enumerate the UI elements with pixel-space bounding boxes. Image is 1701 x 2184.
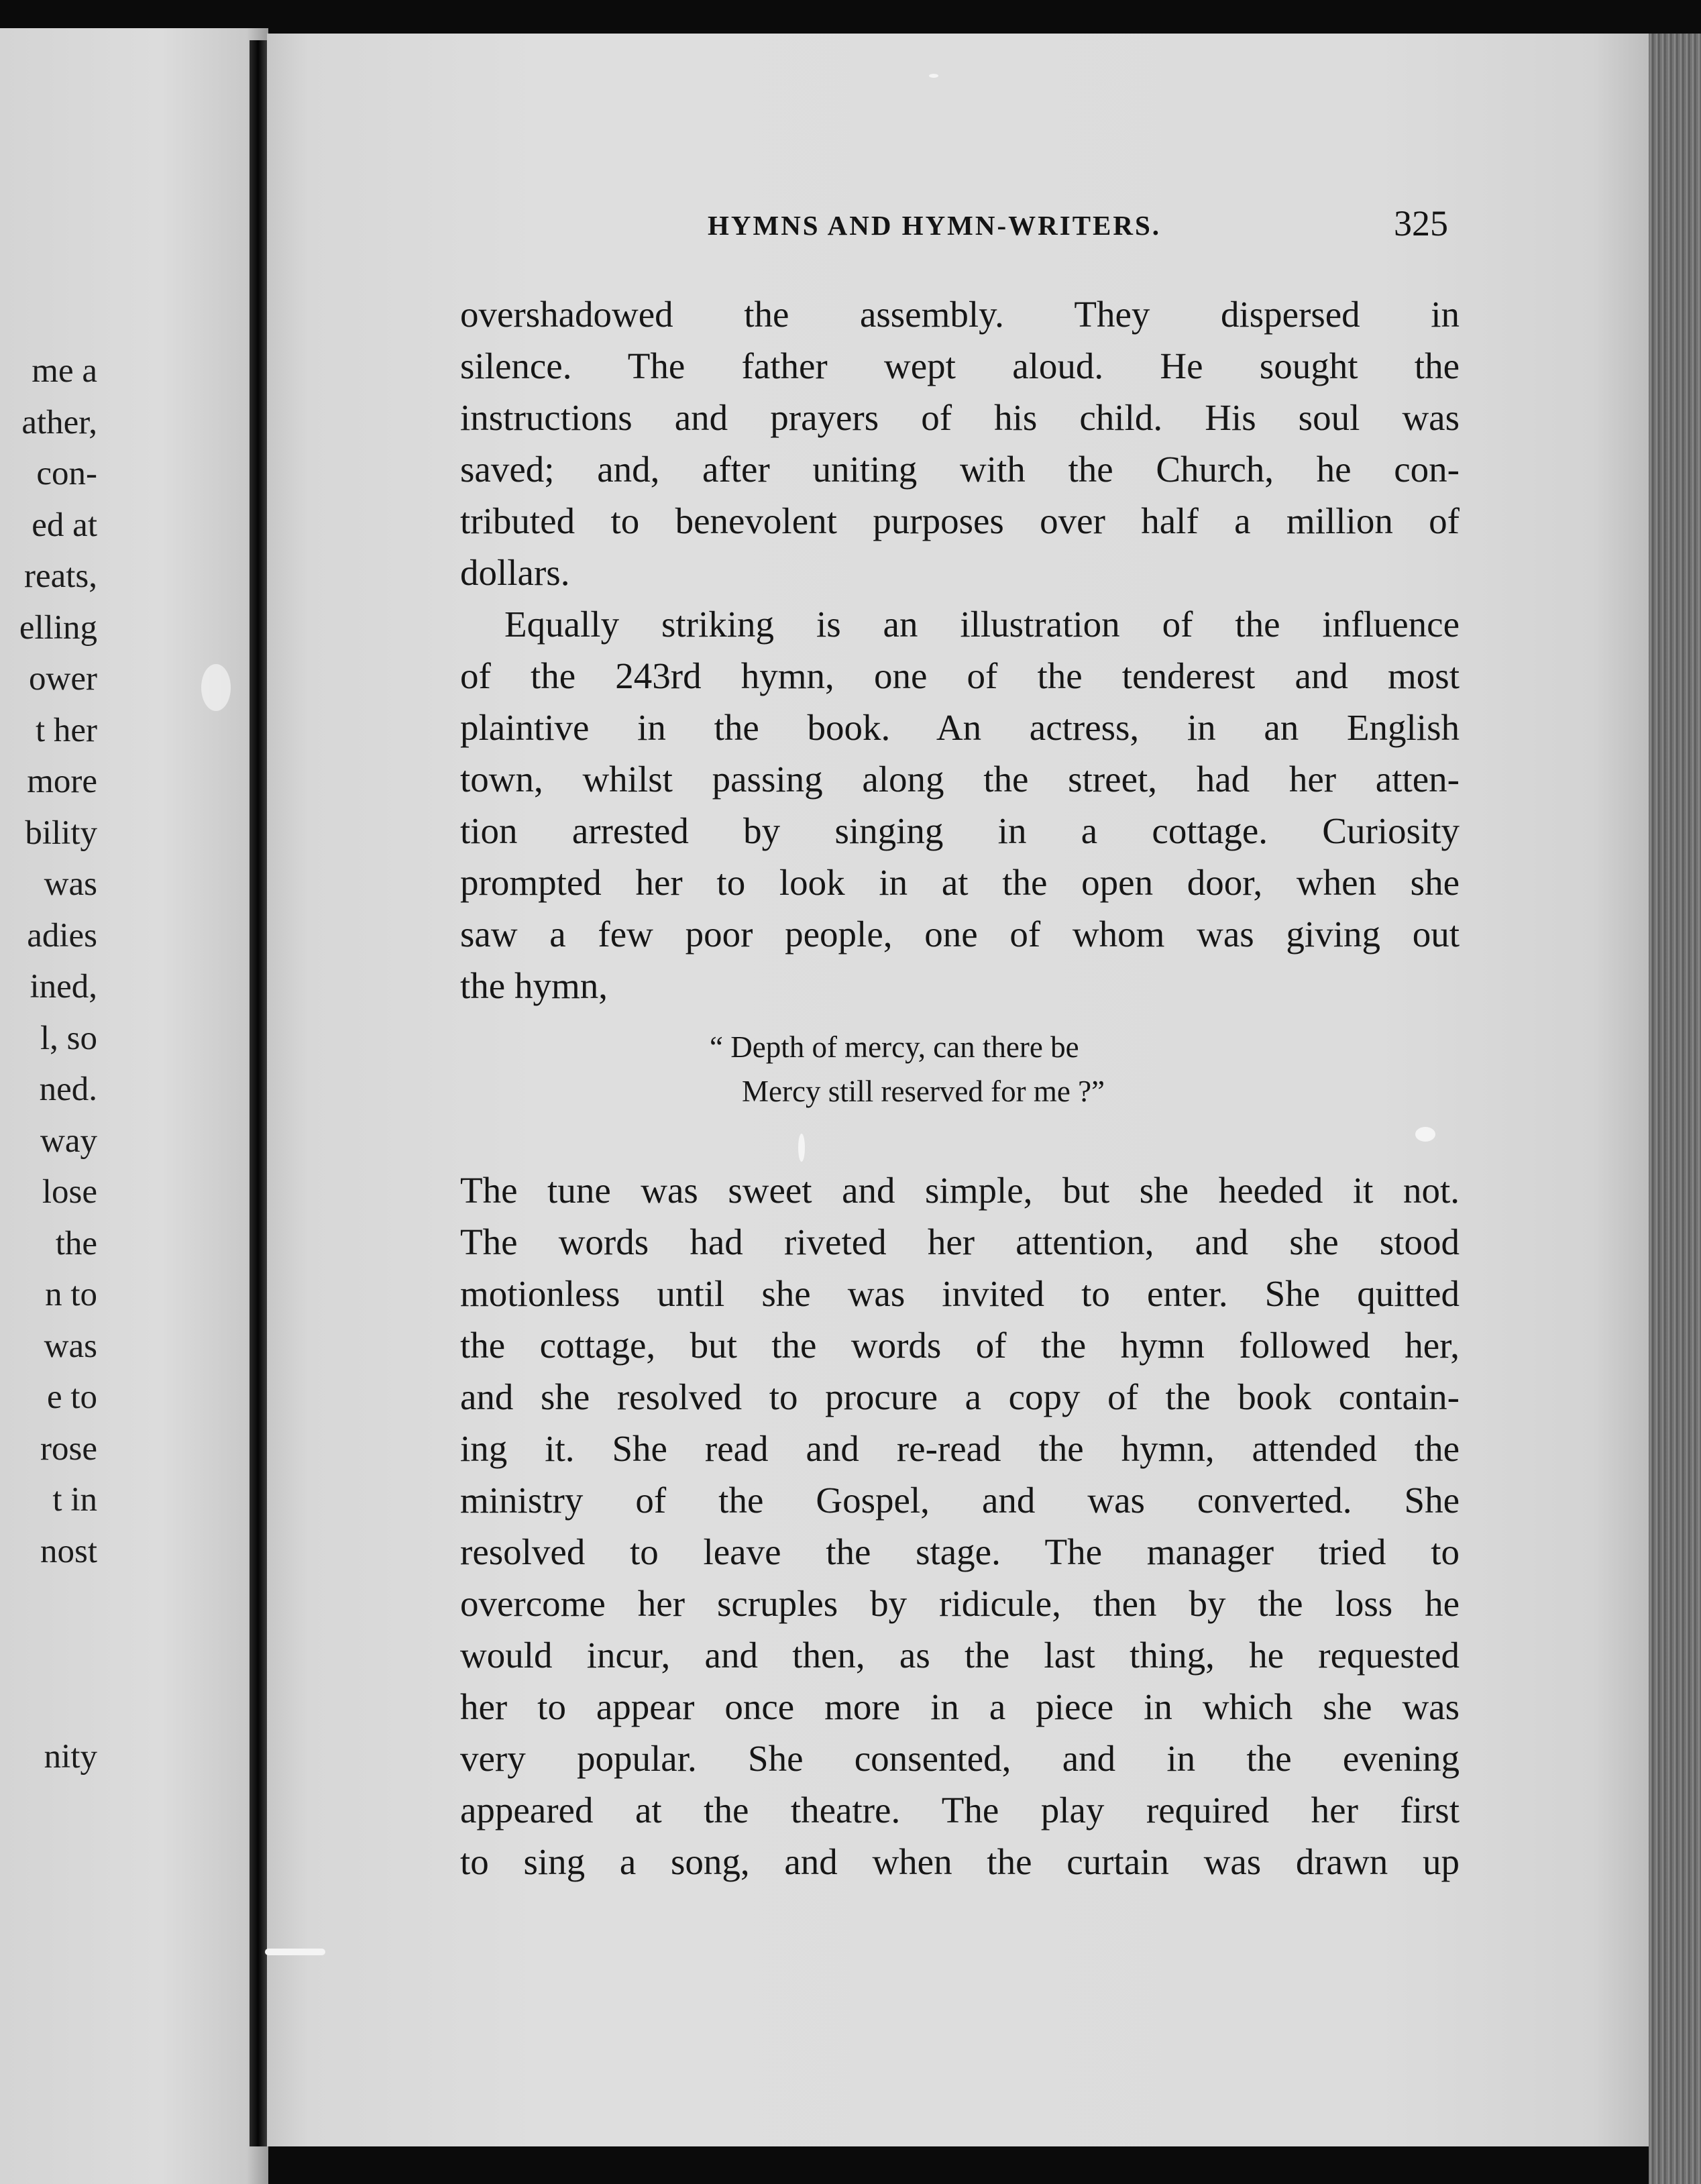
quote-line: “ Depth of mercy, can there be — [710, 1030, 1079, 1064]
left-page-fragment: ined, — [30, 968, 97, 1005]
text-line: silence. The father wept aloud. He sought the — [460, 345, 1460, 386]
left-page-fragment: adies — [27, 916, 97, 954]
left-page-fragment: ower — [29, 660, 97, 698]
left-page-fragment: me a — [32, 352, 97, 390]
quote-line: Mercy still reserved for me ?” — [742, 1075, 1105, 1108]
text-line: the cottage, but the words of the hymn followed her, — [460, 1325, 1460, 1366]
text-line: the hymn, — [460, 965, 608, 1006]
text-line: of the 243rd hymn, one of the tenderest and most — [460, 655, 1460, 696]
text-line: prompted her to look in at the open door, when she — [460, 862, 1460, 903]
left-page-fragment: rose — [40, 1429, 97, 1468]
text-line: town, whilst passing along the street, had her atten- — [460, 759, 1460, 800]
left-page-fragment: nity — [44, 1737, 97, 1776]
text-line: plaintive in the book. An actress, in an English — [460, 707, 1460, 748]
left-page-fragment: nost — [40, 1532, 97, 1570]
dust-speck — [1415, 1127, 1435, 1142]
text-line: saw a few poor people, one of whom was giving out — [460, 914, 1460, 954]
left-page-fragment: elling — [19, 608, 97, 647]
text-line: overshadowed the assembly. They dispersed in — [460, 294, 1460, 335]
left-page-fragment: way — [40, 1122, 97, 1160]
text-line: very popular. She consented, and in the evening — [460, 1738, 1460, 1779]
text-line: ministry of the Gospel, and was converted. She — [460, 1480, 1460, 1521]
text-line: her to appear once more in a piece in which she was — [460, 1686, 1460, 1727]
left-page-fragment: was — [44, 1327, 97, 1365]
left-page-fragment: con- — [36, 455, 97, 492]
book-gutter — [250, 40, 267, 2146]
text-line: appeared at the theatre. The play required her first — [460, 1790, 1460, 1831]
left-page-fragment: more — [27, 763, 97, 800]
text-line: dollars. — [460, 552, 570, 593]
text-line: tributed to benevolent purposes over half a million of — [460, 500, 1460, 541]
text-line: instructions and prayers of his child. His soul was — [460, 397, 1460, 438]
left-page-fragment: n to — [45, 1276, 97, 1313]
left-page-fragment: e to — [46, 1378, 97, 1416]
dust-speck — [265, 1949, 325, 1955]
dust-speck — [929, 74, 938, 78]
left-page-fragment: lose — [42, 1173, 97, 1211]
page-number: 325 — [1394, 203, 1448, 243]
text-line: The tune was sweet and simple, but she heeded it not. — [460, 1170, 1460, 1211]
running-head: HYMNS AND HYMN-WRITERS. — [708, 210, 1162, 241]
left-page-fragment: was — [44, 865, 97, 903]
left-page-fragment: t in — [52, 1481, 97, 1519]
paragraph-1 — [460, 288, 1460, 598]
text-line: The words had riveted her attention, and she stood — [460, 1221, 1460, 1262]
paragraph-3 — [460, 1164, 1460, 1888]
dust-speck — [201, 664, 231, 711]
left-page-fragment: reats, — [23, 557, 97, 595]
text-line: overcome her scruples by ridicule, then by the loss he — [460, 1583, 1460, 1624]
hymn-quote — [710, 1025, 1105, 1113]
page-edges — [1649, 34, 1701, 2184]
text-line: ing it. She read and re-read the hymn, attended the — [460, 1428, 1460, 1469]
text-line: tion arrested by singing in a cottage. Curiosity — [460, 810, 1460, 851]
left-page-fragment: the — [55, 1224, 97, 1262]
left-page-fragment: t her — [35, 711, 97, 749]
left-page-fragment: ather, — [21, 403, 97, 441]
left-page — [0, 28, 268, 2184]
text-line: motionless until she was invited to enter. She quitted — [460, 1273, 1460, 1314]
text-line: to sing a song, and when the curtain was drawn up — [460, 1841, 1460, 1882]
text-line: Equally striking is an illustration of the influence — [504, 604, 1460, 645]
text-line: resolved to leave the stage. The manager tried to — [460, 1531, 1460, 1572]
paragraph-2 — [460, 598, 1460, 1012]
left-page-fragment: ed at — [32, 506, 97, 544]
text-line: would incur, and then, as the last thing, he requested — [460, 1635, 1460, 1676]
left-page-fragment: ned. — [39, 1071, 97, 1108]
dust-speck — [798, 1134, 805, 1162]
left-page-fragment: bility — [25, 814, 97, 852]
text-line: saved; and, after uniting with the Church, he con- — [460, 449, 1460, 490]
left-page-fragment: l, so — [40, 1019, 97, 1057]
text-line: and she resolved to procure a copy of the book contain- — [460, 1376, 1460, 1417]
